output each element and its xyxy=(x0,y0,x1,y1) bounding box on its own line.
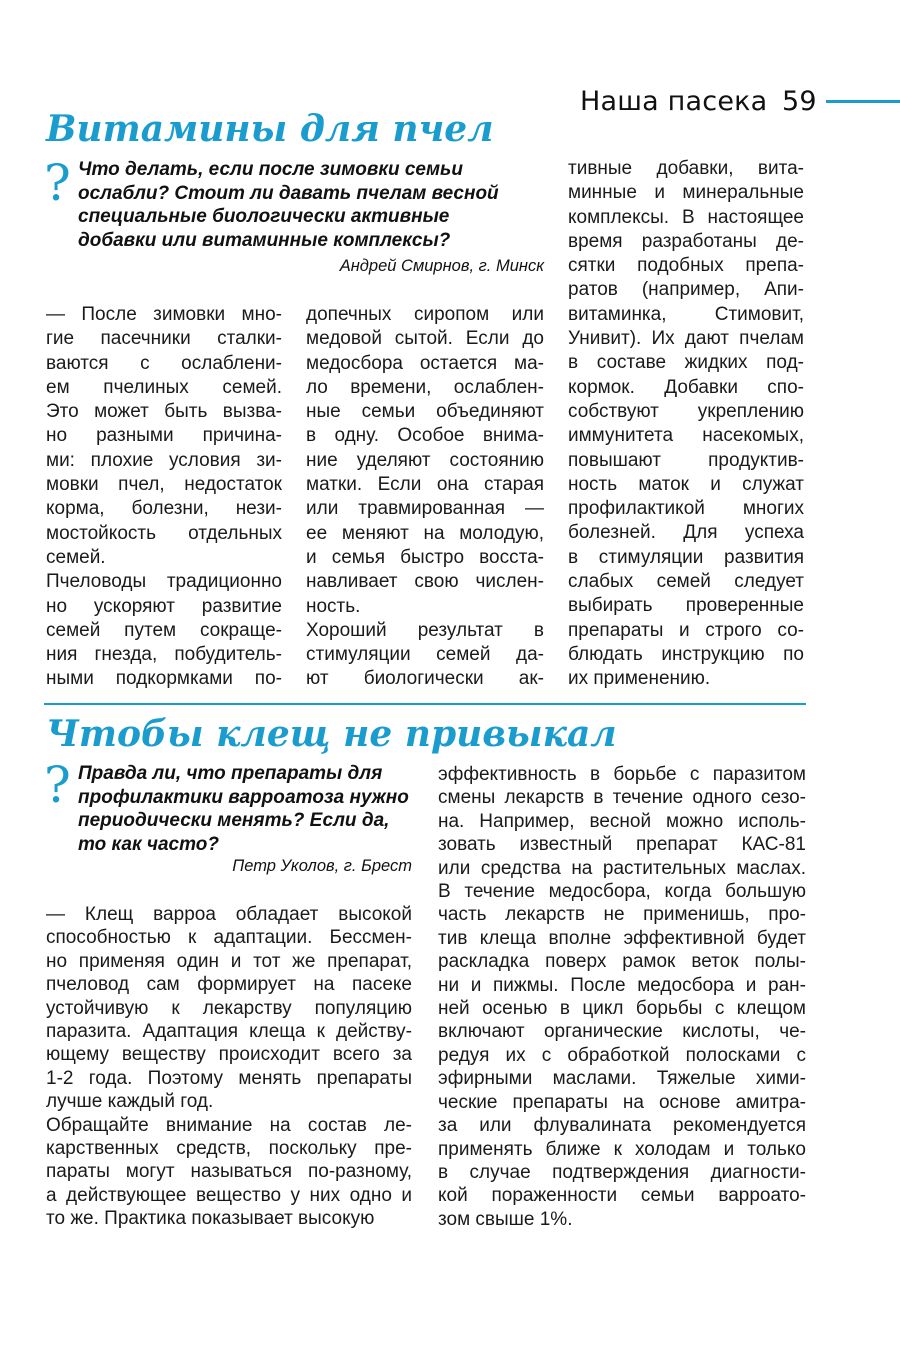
text-line: выбирать проверенные xyxy=(568,595,804,617)
text-line: — Клещ варроа обладает высокой xyxy=(46,904,412,925)
text-line: или средства на растительных маслах. xyxy=(438,857,806,879)
text-line: Пчеловоды традиционно xyxy=(46,571,282,593)
text-line: ми: плохие условия зи- xyxy=(46,449,282,471)
text-line: ность маток и служат xyxy=(568,473,804,495)
text-line: зом свыше 1%. xyxy=(438,1208,573,1230)
article1-author: Андрей Смирнов, г. Минск xyxy=(339,257,544,275)
section-title: Наша пасека xyxy=(580,86,768,117)
question-mark-icon: ? xyxy=(44,756,71,814)
header-rule xyxy=(826,100,900,103)
text-line: ем пчелиных семей. xyxy=(46,376,282,398)
text-line: паразита. Адаптация клеща к действу- xyxy=(46,1021,412,1043)
text-line: ее меняют на молодую, xyxy=(306,522,544,544)
text-line: смены лекарств в течение одного сезо- xyxy=(438,787,806,809)
page-number: 59 xyxy=(782,86,817,117)
question-line: специальные биологически активные xyxy=(78,206,450,227)
text-line: часть лекарств не применишь, про- xyxy=(438,904,806,926)
text-line: в одну. Особое внима- xyxy=(306,425,544,447)
text-line: или травмированная — xyxy=(306,498,544,520)
text-line: Это может быть вызва- xyxy=(46,401,282,423)
question-line: Что делать, если после зимовки семьи xyxy=(78,159,463,180)
text-line: ло времени, ослаблен- xyxy=(306,376,544,398)
text-line: мовки пчел, недостаток xyxy=(46,474,282,496)
text-line: эфирными маслами. Тяжелые хими- xyxy=(438,1068,806,1090)
text-line: профилактикой многих xyxy=(568,498,804,520)
text-line: ваются с ослаблени- xyxy=(46,352,282,374)
text-line: 1-2 года. Поэтому менять препараты xyxy=(46,1067,412,1089)
text-line: семей. xyxy=(46,546,106,568)
text-line: В течение медосбора, когда большую xyxy=(438,881,806,903)
text-line: сятки подобных препа- xyxy=(568,255,804,277)
question-line: добавки или витаминные комплексы? xyxy=(78,229,451,251)
article2-column-1 xyxy=(46,903,412,1231)
text-line: за или флувалината рекомендуется xyxy=(438,1115,806,1137)
text-line: гие пасечники сталки- xyxy=(46,328,282,350)
text-line: ратов (например, Апи- xyxy=(568,279,804,301)
question-line: периодически менять? Если да, xyxy=(78,810,390,831)
text-line: в составе жидких под- xyxy=(568,352,804,374)
text-line: лучше каждый год. xyxy=(46,1091,214,1113)
text-line: ней осенью в цикл борьбы с клещом xyxy=(438,998,806,1020)
text-line: ют биологически ак- xyxy=(306,668,544,690)
text-line: редуя их с обработкой полосками с xyxy=(438,1044,806,1066)
text-line: ни и пижмы. После медосбора и ран- xyxy=(438,974,806,996)
text-line: ние уделяют состоянию xyxy=(306,449,544,471)
text-line: кормок. Добавки спо- xyxy=(568,376,804,398)
text-line: матки. Если она старая xyxy=(306,474,544,496)
question-line: то как часто? xyxy=(78,833,219,855)
text-line: применять ближе к холодам и только xyxy=(438,1138,806,1160)
text-line: комплексы. В настоящее xyxy=(568,206,804,228)
question-mark-icon: ? xyxy=(44,154,71,212)
text-line: — После зимовки мно- xyxy=(46,304,282,325)
text-line: семей путем сокраще- xyxy=(46,619,282,641)
text-line: блюдать инструкцию по xyxy=(568,643,804,665)
text-line: параты могут называться по-разному, xyxy=(46,1161,412,1183)
text-line: Хороший результат в xyxy=(306,619,544,641)
text-line: корма, болезни, нези- xyxy=(46,498,282,520)
text-line: препараты и строго со- xyxy=(568,619,804,641)
text-line: повышают продуктив- xyxy=(568,449,804,471)
text-line: медовой сытой. Если до xyxy=(306,328,544,350)
article1-column-2 xyxy=(306,303,544,692)
text-line: ческие препараты на основе амитра- xyxy=(438,1091,806,1113)
text-line: устойчивую к лекарству популяцию xyxy=(46,997,412,1019)
article1-question xyxy=(78,158,548,252)
question-line: профилактики варроатоза нужно xyxy=(78,786,409,808)
text-line: но разными причина- xyxy=(46,425,282,447)
text-line: медосбора остается ма- xyxy=(306,352,544,374)
text-line: болезней. Для успеха xyxy=(568,522,804,544)
article2-question xyxy=(78,762,418,856)
text-line: и семья быстро восста- xyxy=(306,546,544,568)
text-line: ния гнезда, побудитель- xyxy=(46,644,282,666)
text-line: ными подкормками по- xyxy=(46,668,282,690)
question-line: ослабли? Стоит ли давать пчелам весной xyxy=(78,182,499,204)
text-line: зовать известный препарат КАС-81 xyxy=(438,834,806,856)
article2-title: Чтобы клещ не привыкал xyxy=(46,713,617,755)
text-line: эффективность в борьбе с паразитом xyxy=(438,764,806,785)
text-line: время разработаны де- xyxy=(568,230,804,252)
text-line: карственных средств, поскольку пре- xyxy=(46,1138,412,1160)
text-line: тивные добавки, вита- xyxy=(568,158,804,179)
text-line: но применяя один и тот же препарат, xyxy=(46,950,412,972)
text-line: а действующее вещество у них одно и xyxy=(46,1184,412,1206)
article-separator xyxy=(44,703,806,705)
text-line: слабых семей следует xyxy=(568,571,804,593)
question-line: Правда ли, что препараты для xyxy=(78,763,383,784)
text-line: то же. Практика показывает высокую xyxy=(46,1208,375,1230)
article2-author: Петр Уколов, г. Брест xyxy=(232,857,412,875)
text-line: навливает свою числен- xyxy=(306,571,544,593)
text-line: ющему веществу происходит всего за xyxy=(46,1044,412,1066)
text-line: собствуют укреплению xyxy=(568,400,804,422)
text-line: но ускоряют развитие xyxy=(46,595,282,617)
text-line: в стимуляции развития xyxy=(568,546,804,568)
text-line: пчеловод сам формирует на пасеке xyxy=(46,974,412,996)
text-line: иммунитета насекомых, xyxy=(568,425,804,447)
text-line: допечных сиропом или xyxy=(306,304,544,325)
text-line: Унивит). Их дают пчелам xyxy=(568,328,804,350)
article1-column-3 xyxy=(568,157,804,692)
article1-column-1 xyxy=(46,303,282,692)
article2-column-2 xyxy=(438,763,806,1231)
article1-title: Витамины для пчел xyxy=(46,108,494,150)
text-line: мостойкость отдельных xyxy=(46,522,282,544)
text-line: ность. xyxy=(306,595,361,617)
text-line: их применению. xyxy=(568,668,711,690)
text-line: на. Например, весной можно исполь- xyxy=(438,810,806,832)
text-line: витаминка, Стимовит, xyxy=(568,303,804,325)
text-line: Обращайте внимание на состав ле- xyxy=(46,1114,412,1136)
text-line: способностью к адаптации. Бессмен- xyxy=(46,927,412,949)
text-line: ные семьи объединяют xyxy=(306,401,544,423)
text-line: минные и минеральные xyxy=(568,182,804,204)
text-line: стимуляции семей да- xyxy=(306,644,544,666)
text-line: кой пораженности семьи варроато- xyxy=(438,1185,806,1207)
text-line: тив клеща вполне эффективной будет xyxy=(438,927,806,949)
text-line: в случае подтверждения диагности- xyxy=(438,1161,806,1183)
text-line: включают органические кислоты, че- xyxy=(438,1021,806,1043)
text-line: раскладка поверх рамок веток полы- xyxy=(438,951,806,973)
